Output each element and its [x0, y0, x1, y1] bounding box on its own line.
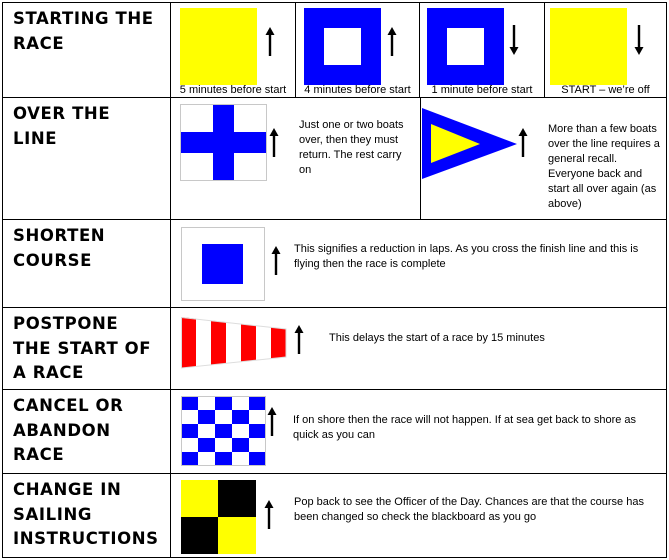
row-over-the-line — [2, 97, 667, 220]
row-starting-the-race — [2, 2, 667, 98]
heading-cell — [3, 98, 171, 219]
signal-caption: 1 minute before start — [431, 84, 533, 96]
row-heading: POSTPONE THE START OF A RACE — [13, 314, 152, 382]
signal-caption: 5 minutes before start — [179, 84, 287, 96]
row-change-in-sailing-instructions — [2, 473, 667, 558]
arrow-up-icon — [263, 498, 275, 530]
arrow-up-icon — [268, 126, 280, 158]
signal-caption: START – we’re off — [561, 84, 650, 96]
yellow-black-quartered-flag — [181, 480, 256, 554]
row-cancel-or-abandon — [2, 389, 667, 474]
row-heading: STARTING THE RACE — [13, 9, 154, 53]
row-heading: SHORTEN COURSE — [13, 226, 106, 270]
blue-square-center — [202, 244, 243, 284]
signal-individual-recall — [171, 98, 421, 219]
yellow-square-flag — [180, 8, 257, 85]
row-heading: CHANGE IN SAILING INSTRUCTIONS — [13, 480, 159, 548]
signal-5-min — [171, 3, 296, 97]
heading-cell — [3, 308, 171, 389]
blue-white-checkered-flag — [181, 396, 266, 466]
arrow-down-icon — [633, 23, 645, 57]
cross-horizontal-bar — [181, 132, 266, 153]
heading-cell — [3, 3, 171, 97]
signal-description: More than a few boats over the line requires a general recall. Everyone back and start all over again (as above) — [548, 123, 660, 210]
blue-square-flag — [181, 227, 265, 301]
signal-description: If on shore then the race will not happen. If at sea get back to shore as quick as you can — [293, 414, 637, 441]
signal-1-min — [420, 3, 545, 97]
signal-description: This delays the start of a race by 15 minutes — [329, 332, 545, 344]
signal-general-recall — [421, 98, 666, 219]
blue-cross-flag — [180, 104, 267, 181]
blue-peter-white-center — [447, 28, 484, 65]
yellow-square-flag — [550, 8, 627, 85]
row-postpone — [2, 307, 667, 390]
blue-peter-flag — [304, 8, 381, 85]
signal-start — [545, 3, 666, 97]
blue-peter-flag — [427, 8, 504, 85]
arrow-down-icon — [508, 23, 520, 57]
signal-description: This signifies a reduction in laps. As you cross the finish line and this is flying then the race is complete — [294, 243, 639, 270]
arrow-up-icon — [386, 25, 398, 57]
red-white-striped-pennant — [181, 317, 287, 369]
signal-description: Pop back to see the Officer of the Day. Chances are that the course has been changed so check the blackboard as you go — [294, 496, 644, 523]
row-shorten-course — [2, 219, 667, 308]
arrow-up-icon — [264, 25, 276, 57]
arrow-up-icon — [293, 323, 305, 355]
arrow-up-icon — [517, 126, 529, 158]
signal-caption: 4 minutes before start — [304, 84, 411, 96]
signal-description: Just one or two boats over, then they must return. The rest carry on — [299, 119, 404, 176]
arrow-up-icon — [266, 405, 278, 437]
heading-cell — [3, 390, 171, 473]
heading-cell — [3, 220, 171, 307]
blue-peter-white-center — [324, 28, 361, 65]
row-heading: CANCEL OR ABANDON RACE — [13, 396, 124, 464]
row-heading: OVER THE LINE — [13, 104, 111, 148]
signal-4-min — [296, 3, 420, 97]
heading-cell — [3, 474, 171, 557]
arrow-up-icon — [270, 244, 282, 276]
first-substitute-pennant — [422, 108, 518, 180]
